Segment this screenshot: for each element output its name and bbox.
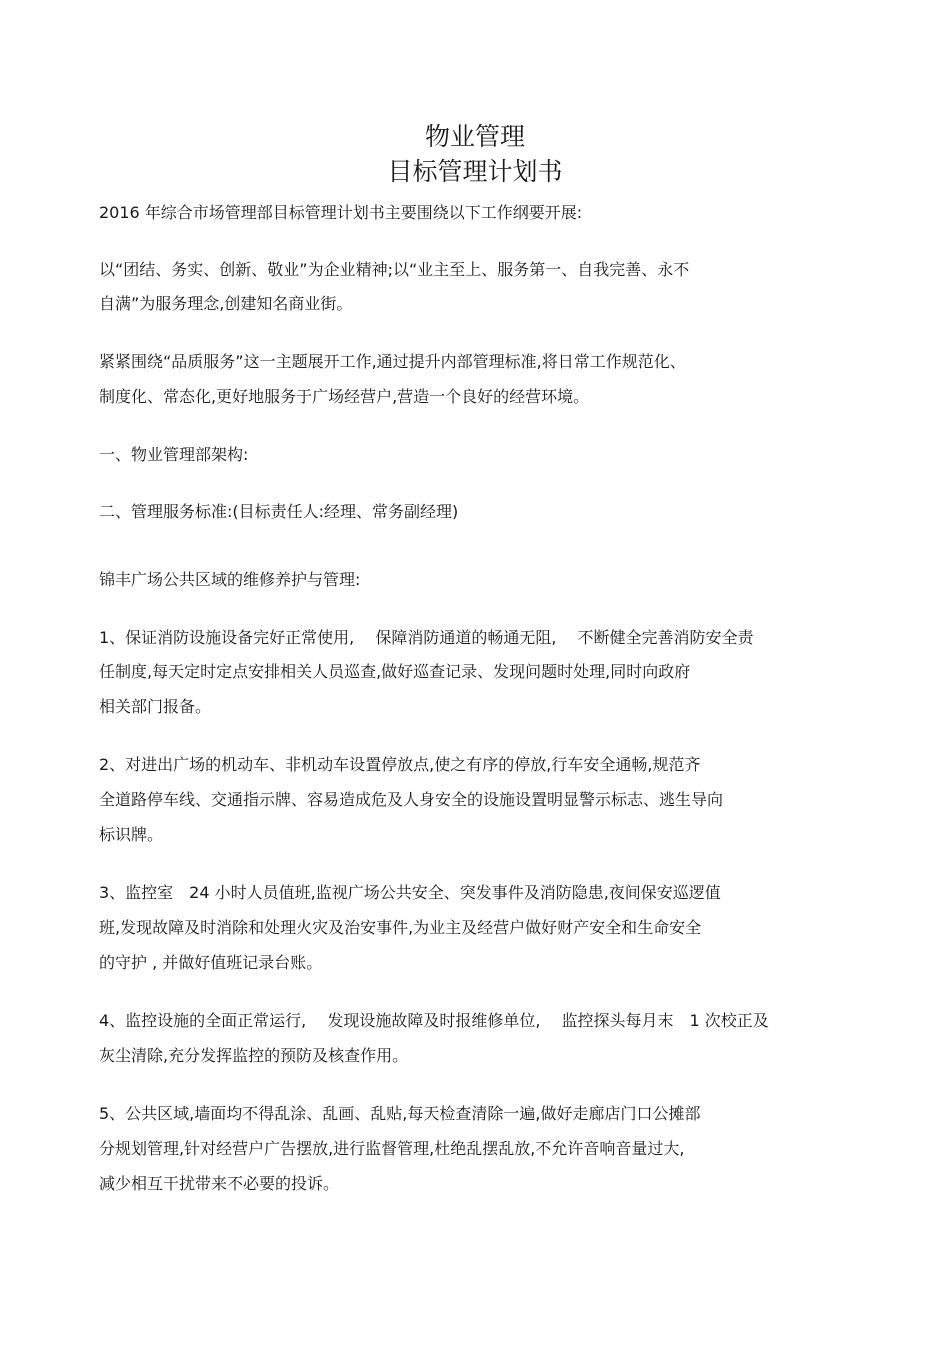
list-item-line: 2、对进出广场的机动车、非机动车设置停放点,使之有序的停放,行车安全通畅,规范齐 — [99, 755, 701, 774]
paragraph-line: 以“团结、务实、创新、敬业”为企业精神;以“业主至上、服务第一、自我完善、永不 — [99, 260, 690, 279]
list-item-line: 全道路停车线、交通指示牌、容易造成危及人身安全的设施设置明显警示标志、逃生导向 — [99, 790, 724, 809]
list-item-line: 分规划管理,针对经营户广告摆放,进行监督管理,杜绝乱摆乱放,不允许音响音量过大, — [99, 1139, 685, 1158]
list-item-line: 的守护 , 并做好值班记录台账。 — [99, 953, 323, 972]
list-item-line: 5、公共区域,墙面均不得乱涂、乱画、乱贴,每天检查清除一遍,做好走廊店门口公摊部 — [99, 1104, 701, 1123]
document-title: 物业管理 — [424, 122, 525, 151]
subsection-heading: 锦丰广场公共区域的维修养护与管理: — [99, 570, 361, 589]
list-item-line: 任制度,每天定时定点安排相关人员巡查,做好巡查记录、发现问题时处理,同时向政府 — [99, 662, 691, 681]
list-item-line: 相关部门报备。 — [99, 697, 212, 716]
paragraph-line: 紧紧围绕“品质服务”这一主题展开工作,通过提升内部管理标准,将日常工作规范化、 — [99, 352, 686, 371]
section-heading: 二、管理服务标准:(目标责任人:经理、常务副经理) — [99, 502, 459, 521]
list-item-line: 1、保证消防设施设备完好正常使用, 保障消防通道的畅通无阻, 不断健全完善消防安全责 — [99, 628, 754, 647]
list-item-line: 减少相互干扰带来不必要的投诉。 — [99, 1174, 340, 1193]
paragraph-line: 制度化、常态化,更好地服务于广场经营户,营造一个良好的经营环境。 — [99, 387, 590, 406]
list-item-line: 标识牌。 — [99, 825, 164, 844]
list-item-line: 4、监控设施的全面正常运行, 发现设施故障及时报维修单位, 监控探头每月末 1 次校正及 — [99, 1011, 769, 1030]
intro-line: 2016 年综合市场管理部目标管理计划书主要围绕以下工作纲要开展: — [99, 203, 583, 222]
document-subtitle: 目标管理计划书 — [387, 157, 563, 186]
list-item-line: 灰尘清除,充分发挥监控的预防及核查作用。 — [99, 1046, 409, 1065]
list-item-line: 班,发现故障及时消除和处理火灾及治安事件,为业主及经营户做好财产安全和生命安全 — [99, 918, 702, 937]
section-heading: 一、物业管理部架构: — [99, 445, 249, 464]
paragraph-line: 自满”为服务理念,创建知名商业街。 — [99, 294, 353, 313]
list-item-line: 3、监控室 24 小时人员值班,监视广场公共安全、突发事件及消防隐患,夜间保安巡逻值 — [99, 883, 721, 902]
